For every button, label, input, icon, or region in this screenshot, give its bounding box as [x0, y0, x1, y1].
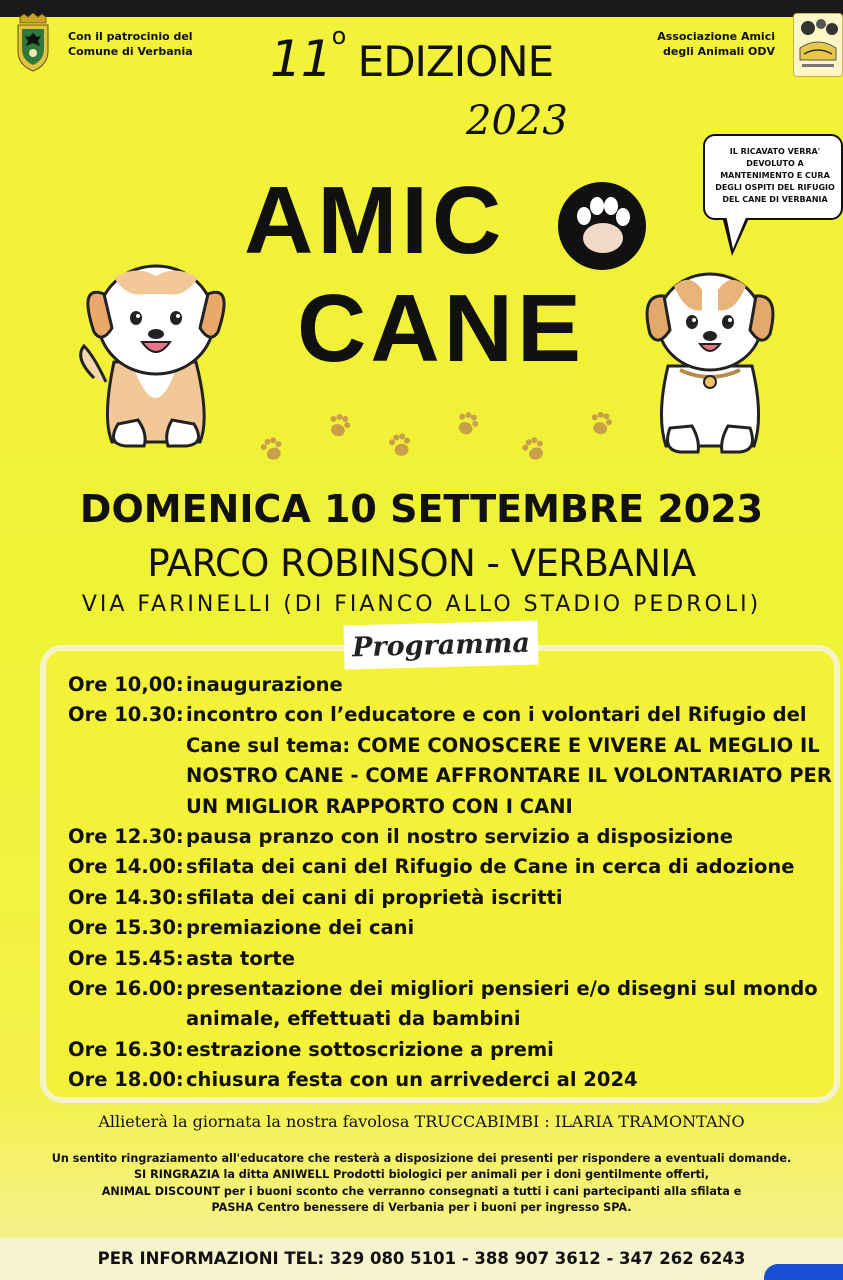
program-activity [186, 822, 836, 852]
event-date: DOMENICA 10 SETTEMBRE 2023 [79, 487, 764, 531]
bubble-line: DEGLI OSPITI DEL RIFUGIO [715, 183, 835, 192]
patronage-line: Comune di Verbania [68, 45, 193, 58]
paw-prints-decoration [250, 405, 620, 469]
program-time: Ore 18.00: [68, 1068, 184, 1092]
program-item [68, 852, 838, 882]
acknowledgement-line: PASHA Centro benessere di Verbania per i buoni per ingresso SPA. [211, 1200, 632, 1214]
edition-number: 11 [270, 30, 332, 88]
bubble-line: DEL CANE DI VERBANIA [722, 195, 828, 204]
program-activity [186, 944, 836, 974]
program-item [68, 974, 838, 1035]
program-activity [186, 883, 836, 913]
acknowledgement-line: SI RINGRAZIA la ditta ANIWELL Prodotti biologici per animali per i doni gentilmente offerti, [133, 1168, 710, 1182]
patronage-note [68, 29, 228, 59]
association-name [605, 29, 775, 59]
association-line: Associazione Amici [657, 30, 775, 43]
activity-line: Cane sul tema: COME CONOSCERE E VIVERE AL MEGLIO IL [186, 733, 820, 757]
program-item [68, 700, 838, 822]
activity-line: estrazione sottoscrizione a premi [186, 1037, 554, 1061]
patronage-line: Con il patrocinio del [68, 30, 193, 43]
program-activity [186, 913, 836, 943]
association-line: degli Animali ODV [663, 45, 775, 58]
top-bar [0, 0, 843, 17]
activity-line: sfilata dei cani di proprietà iscritti [186, 885, 563, 909]
program-activity [186, 1065, 836, 1095]
acknowledgement-line: Un sentito ringraziamento all'educatore che resterà a disposizione dei presenti per rispondere a eventuali domande. [51, 1152, 792, 1165]
activity-line: chiusura festa con un arrivederci al 2024 [186, 1068, 638, 1092]
program-time: Ore 16.30: [68, 1037, 184, 1061]
program-item [68, 944, 838, 974]
bubble-line: IL RICAVATO VERRA' [729, 147, 821, 156]
bubble-line: MANTENIMENTO E CURA [720, 171, 830, 180]
paw-icon [520, 435, 547, 463]
program-time: Ore 10.30: [68, 703, 184, 727]
paw-icon [326, 411, 353, 439]
acknowledgements [0, 1151, 843, 1216]
activity-line: UN MIGLIOR RAPPORTO CON I CANI [186, 794, 573, 818]
program-time: Ore 14.00: [68, 855, 184, 879]
activity-line: inaugurazione [186, 673, 343, 696]
edition-year: 2023 [466, 98, 568, 144]
activity-line: incontro con l’educatore e con i volontari del Rifugio del [186, 703, 807, 727]
speech-bubble [703, 134, 843, 220]
event-place: PARCO ROBINSON - VERBANIA [147, 542, 696, 585]
paw-icon [558, 182, 646, 270]
town-crest-icon [16, 13, 50, 73]
edition-label: EDIZIONE [357, 37, 554, 86]
activity-line: animale, effettuati da bambini [186, 1007, 521, 1031]
program-schedule [68, 670, 838, 1096]
paw-icon [388, 432, 413, 457]
title-line-2: CANE [297, 275, 586, 382]
puppy-left-icon [72, 258, 240, 454]
activity-line: NOSTRO CANE - COME AFFRONTARE IL VOLONTARIATO PER [186, 764, 832, 788]
program-activity [186, 700, 836, 822]
corner-tab [764, 1264, 843, 1280]
title-line-1: AMIC [244, 167, 506, 274]
program-activity [186, 974, 836, 1035]
activity-line: sfilata dei cani del Rifugio de Cane in cerca di adozione [186, 855, 795, 879]
program-time: Ore 15.45: [68, 946, 184, 970]
program-activity [186, 1035, 836, 1065]
contact-info: PER INFORMAZIONI TEL: 329 080 5101 - 388 907 3612 - 347 262 6243 [97, 1249, 746, 1268]
acknowledgement-line: ANIMAL DISCOUNT per i buoni sconto che verranno consegnati a tutti i cani partecipanti alla sfilata e [101, 1184, 742, 1198]
program-item [68, 883, 838, 913]
paw-icon [259, 436, 285, 463]
program-time: Ore 15.30: [68, 916, 184, 940]
program-label: Programma [343, 620, 538, 669]
puppy-right-icon [640, 266, 780, 456]
paw-icon [453, 409, 481, 438]
edition-heading [270, 22, 554, 88]
bubble-line: DEVOLUTO A [746, 159, 804, 168]
paw-icon [588, 410, 614, 437]
program-item [68, 1035, 838, 1065]
activity-line: presentazione dei migliori pensieri e/o disegni sul mondo [186, 977, 818, 1001]
speech-bubble-tail-inner [726, 215, 747, 249]
program-item [68, 913, 838, 943]
program-time: Ore 14.30: [68, 885, 184, 909]
activity-line: pausa pranzo con il nostro servizio a disposizione [186, 825, 733, 849]
program-activity [186, 670, 836, 700]
program-item [68, 1065, 838, 1095]
program-item [68, 670, 838, 700]
edition-ordinal: o [331, 22, 346, 50]
makeup-note: Allieterà la giornata la nostra favolosa TRUCCABIMBI : ILARIA TRAMONTANO [98, 1112, 745, 1131]
program-time: Ore 12.30: [68, 825, 184, 849]
program-item [68, 822, 838, 852]
program-time: Ore 10,00: [68, 673, 184, 696]
association-logo-icon [793, 13, 843, 77]
program-time: Ore 16.00: [68, 977, 184, 1001]
activity-line: asta torte [186, 946, 295, 970]
event-address: VIA FARINELLI (DI FIANCO ALLO STADIO PEDROLI) [81, 592, 762, 617]
activity-line: premiazione dei cani [186, 916, 415, 940]
program-activity [186, 852, 836, 882]
